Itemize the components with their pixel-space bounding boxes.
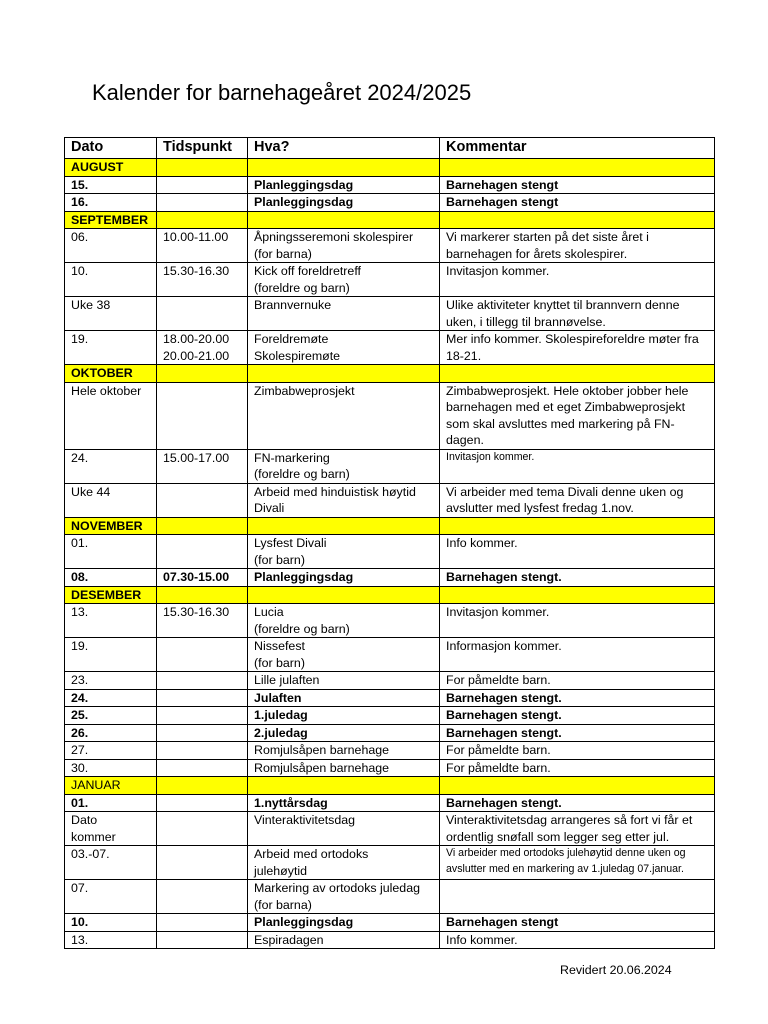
table-row <box>65 638 715 672</box>
cell-kommentar: Barnehagen stengt. <box>440 689 715 707</box>
cell-hva: FN-markering (foreldre og barn) <box>248 449 440 483</box>
cell-dato: 27. <box>65 742 157 760</box>
cell-hva: Arbeid med hinduistisk høytid Divali <box>248 483 440 517</box>
cell-hva: Julaften <box>248 689 440 707</box>
table-row <box>65 812 715 846</box>
month-cell-empty <box>248 159 440 177</box>
table-row <box>65 569 715 587</box>
month-label: OKTOBER <box>65 365 157 383</box>
cell-dato: 19. <box>65 638 157 672</box>
cell-dato: 07. <box>65 880 157 914</box>
cell-hva: Espiradagen <box>248 931 440 949</box>
cell-kommentar: For påmeldte barn. <box>440 759 715 777</box>
cell-tidspunkt: 15.00-17.00 <box>157 449 248 483</box>
cell-hva: Kick off foreldretreff (foreldre og barn) <box>248 263 440 297</box>
month-row <box>65 586 715 604</box>
cell-kommentar: Barnehagen stengt. <box>440 724 715 742</box>
cell-kommentar: Vi arbeider med tema Divali denne uken og avslutter med lysfest fredag 1.nov. <box>440 483 715 517</box>
cell-tidspunkt <box>157 931 248 949</box>
cell-tidspunkt <box>157 297 248 331</box>
month-cell-empty <box>157 211 248 229</box>
cell-tidspunkt <box>157 672 248 690</box>
table-row <box>65 707 715 725</box>
cell-hva: Romjulsåpen barnehage <box>248 742 440 760</box>
table-row <box>65 331 715 365</box>
cell-hva: Åpningsseremoni skolespirer (for barna) <box>248 229 440 263</box>
month-cell-empty <box>440 586 715 604</box>
month-row <box>65 159 715 177</box>
cell-tidspunkt <box>157 846 248 880</box>
cell-dato: 16. <box>65 194 157 212</box>
month-cell-empty <box>248 517 440 535</box>
cell-kommentar: Barnehagen stengt. <box>440 569 715 587</box>
table-row <box>65 229 715 263</box>
table-row <box>65 846 715 880</box>
cell-dato: 25. <box>65 707 157 725</box>
table-row <box>65 194 715 212</box>
cell-tidspunkt <box>157 914 248 932</box>
cell-dato: 01. <box>65 794 157 812</box>
revision-date: Revidert 20.06.2024 <box>560 963 672 977</box>
calendar-body <box>65 159 715 949</box>
cell-hva: Vinteraktivitetsdag <box>248 812 440 846</box>
cell-tidspunkt <box>157 794 248 812</box>
table-row <box>65 297 715 331</box>
table-row <box>65 535 715 569</box>
cell-tidspunkt: 15.30-16.30 <box>157 263 248 297</box>
header-dato: Dato <box>65 138 157 159</box>
cell-kommentar: Informasjon kommer. <box>440 638 715 672</box>
document-title: Kalender for barnehageåret 2024/2025 <box>92 80 472 105</box>
month-label: NOVEMBER <box>65 517 157 535</box>
cell-hva: Planleggingsdag <box>248 176 440 194</box>
table-row <box>65 794 715 812</box>
month-label: JANUAR <box>65 777 157 795</box>
header-kommentar: Kommentar <box>440 138 715 159</box>
calendar-table <box>64 137 715 949</box>
cell-hva: 2.juledag <box>248 724 440 742</box>
cell-hva: Lille julaften <box>248 672 440 690</box>
table-row <box>65 672 715 690</box>
cell-dato: 08. <box>65 569 157 587</box>
month-cell-empty <box>157 777 248 795</box>
cell-kommentar: Info kommer. <box>440 931 715 949</box>
cell-kommentar: Barnehagen stengt. <box>440 707 715 725</box>
table-row <box>65 263 715 297</box>
cell-tidspunkt <box>157 382 248 449</box>
cell-tidspunkt <box>157 689 248 707</box>
table-row <box>65 931 715 949</box>
cell-kommentar: Vinteraktivitetsdag arrangeres så fort vi får et ordentlig snøfall som legger seg etter jul. <box>440 812 715 846</box>
cell-tidspunkt: 10.00-11.00 <box>157 229 248 263</box>
cell-dato: 24. <box>65 449 157 483</box>
cell-hva: Planleggingsdag <box>248 914 440 932</box>
cell-tidspunkt <box>157 176 248 194</box>
cell-tidspunkt <box>157 724 248 742</box>
month-cell-empty <box>440 777 715 795</box>
cell-dato: 13. <box>65 604 157 638</box>
cell-hva: Planleggingsdag <box>248 194 440 212</box>
cell-kommentar: Barnehagen stengt. <box>440 794 715 812</box>
month-cell-empty <box>440 517 715 535</box>
cell-tidspunkt <box>157 638 248 672</box>
month-row <box>65 777 715 795</box>
table-row <box>65 914 715 932</box>
cell-hva: Romjulsåpen barnehage <box>248 759 440 777</box>
cell-hva: Brannvernuke <box>248 297 440 331</box>
table-row <box>65 483 715 517</box>
cell-dato: Uke 44 <box>65 483 157 517</box>
header-hva: Hva? <box>248 138 440 159</box>
cell-hva: Planleggingsdag <box>248 569 440 587</box>
cell-kommentar: Ulike aktiviteter knyttet til brannvern denne uken, i tillegg til brannøvelse. <box>440 297 715 331</box>
month-label: SEPTEMBER <box>65 211 157 229</box>
month-label: AUGUST <box>65 159 157 177</box>
cell-kommentar: Invitasjon kommer. <box>440 604 715 638</box>
table-row <box>65 604 715 638</box>
month-cell-empty <box>157 517 248 535</box>
cell-dato: 01. <box>65 535 157 569</box>
cell-dato: 03.-07. <box>65 846 157 880</box>
cell-hva: Arbeid med ortodoks julehøytid <box>248 846 440 880</box>
cell-tidspunkt: 07.30-15.00 <box>157 569 248 587</box>
cell-kommentar: Zimbabweprosjekt. Hele oktober jobber hele barnehagen med et eget Zimbabweprosjekt som skal avsluttes med markering på FN-dagen. <box>440 382 715 449</box>
cell-kommentar: Vi markerer starten på det siste året i barnehagen for årets skolespirer. <box>440 229 715 263</box>
cell-tidspunkt <box>157 535 248 569</box>
cell-kommentar: Mer info kommer. Skolespireforeldre møter fra 18-21. <box>440 331 715 365</box>
month-cell-empty <box>440 159 715 177</box>
cell-tidspunkt <box>157 812 248 846</box>
table-row <box>65 176 715 194</box>
cell-kommentar: Info kommer. <box>440 535 715 569</box>
table-row <box>65 759 715 777</box>
cell-tidspunkt <box>157 483 248 517</box>
month-cell-empty <box>248 586 440 604</box>
cell-hva: Foreldremøte Skolespiremøte <box>248 331 440 365</box>
month-cell-empty <box>440 211 715 229</box>
table-row <box>65 742 715 760</box>
cell-kommentar: Invitasjon kommer. <box>440 449 715 483</box>
cell-hva: Lucia (foreldre og barn) <box>248 604 440 638</box>
cell-dato: 13. <box>65 931 157 949</box>
cell-tidspunkt <box>157 759 248 777</box>
cell-tidspunkt <box>157 707 248 725</box>
table-row <box>65 724 715 742</box>
cell-kommentar: Barnehagen stengt <box>440 194 715 212</box>
cell-dato: Uke 38 <box>65 297 157 331</box>
month-label: DESEMBER <box>65 586 157 604</box>
month-row <box>65 517 715 535</box>
table-header-row <box>65 138 715 159</box>
table-row <box>65 880 715 914</box>
cell-tidspunkt <box>157 880 248 914</box>
cell-kommentar: Barnehagen stengt <box>440 176 715 194</box>
cell-dato: Dato kommer <box>65 812 157 846</box>
cell-hva: Markering av ortodoks juledag (for barna) <box>248 880 440 914</box>
cell-kommentar: Barnehagen stengt <box>440 914 715 932</box>
cell-dato: 23. <box>65 672 157 690</box>
cell-kommentar: For påmeldte barn. <box>440 742 715 760</box>
table-row <box>65 449 715 483</box>
cell-dato: 19. <box>65 331 157 365</box>
cell-dato: Hele oktober <box>65 382 157 449</box>
cell-tidspunkt <box>157 194 248 212</box>
month-cell-empty <box>440 365 715 383</box>
cell-kommentar: Vi arbeider med ortodoks julehøytid denne uken og avslutter med en markering av 1.juledag 07.januar. <box>440 846 715 880</box>
month-cell-empty <box>248 365 440 383</box>
cell-dato: 06. <box>65 229 157 263</box>
cell-dato: 26. <box>65 724 157 742</box>
cell-hva: 1.nyttårsdag <box>248 794 440 812</box>
table-row <box>65 382 715 449</box>
table-row <box>65 689 715 707</box>
cell-dato: 10. <box>65 263 157 297</box>
cell-dato: 30. <box>65 759 157 777</box>
month-cell-empty <box>157 586 248 604</box>
month-cell-empty <box>248 211 440 229</box>
cell-kommentar: For påmeldte barn. <box>440 672 715 690</box>
cell-kommentar: Invitasjon kommer. <box>440 263 715 297</box>
cell-tidspunkt: 18.00-20.00 20.00-21.00 <box>157 331 248 365</box>
cell-dato: 15. <box>65 176 157 194</box>
cell-dato: 10. <box>65 914 157 932</box>
month-cell-empty <box>157 159 248 177</box>
cell-tidspunkt: 15.30-16.30 <box>157 604 248 638</box>
month-row <box>65 211 715 229</box>
month-row <box>65 365 715 383</box>
cell-hva: 1.juledag <box>248 707 440 725</box>
cell-hva: Lysfest Divali (for barn) <box>248 535 440 569</box>
header-tidspunkt: Tidspunkt <box>157 138 248 159</box>
cell-dato: 24. <box>65 689 157 707</box>
month-cell-empty <box>248 777 440 795</box>
month-cell-empty <box>157 365 248 383</box>
cell-hva: Nissefest (for barn) <box>248 638 440 672</box>
cell-kommentar <box>440 880 715 914</box>
cell-hva: Zimbabweprosjekt <box>248 382 440 449</box>
cell-tidspunkt <box>157 742 248 760</box>
